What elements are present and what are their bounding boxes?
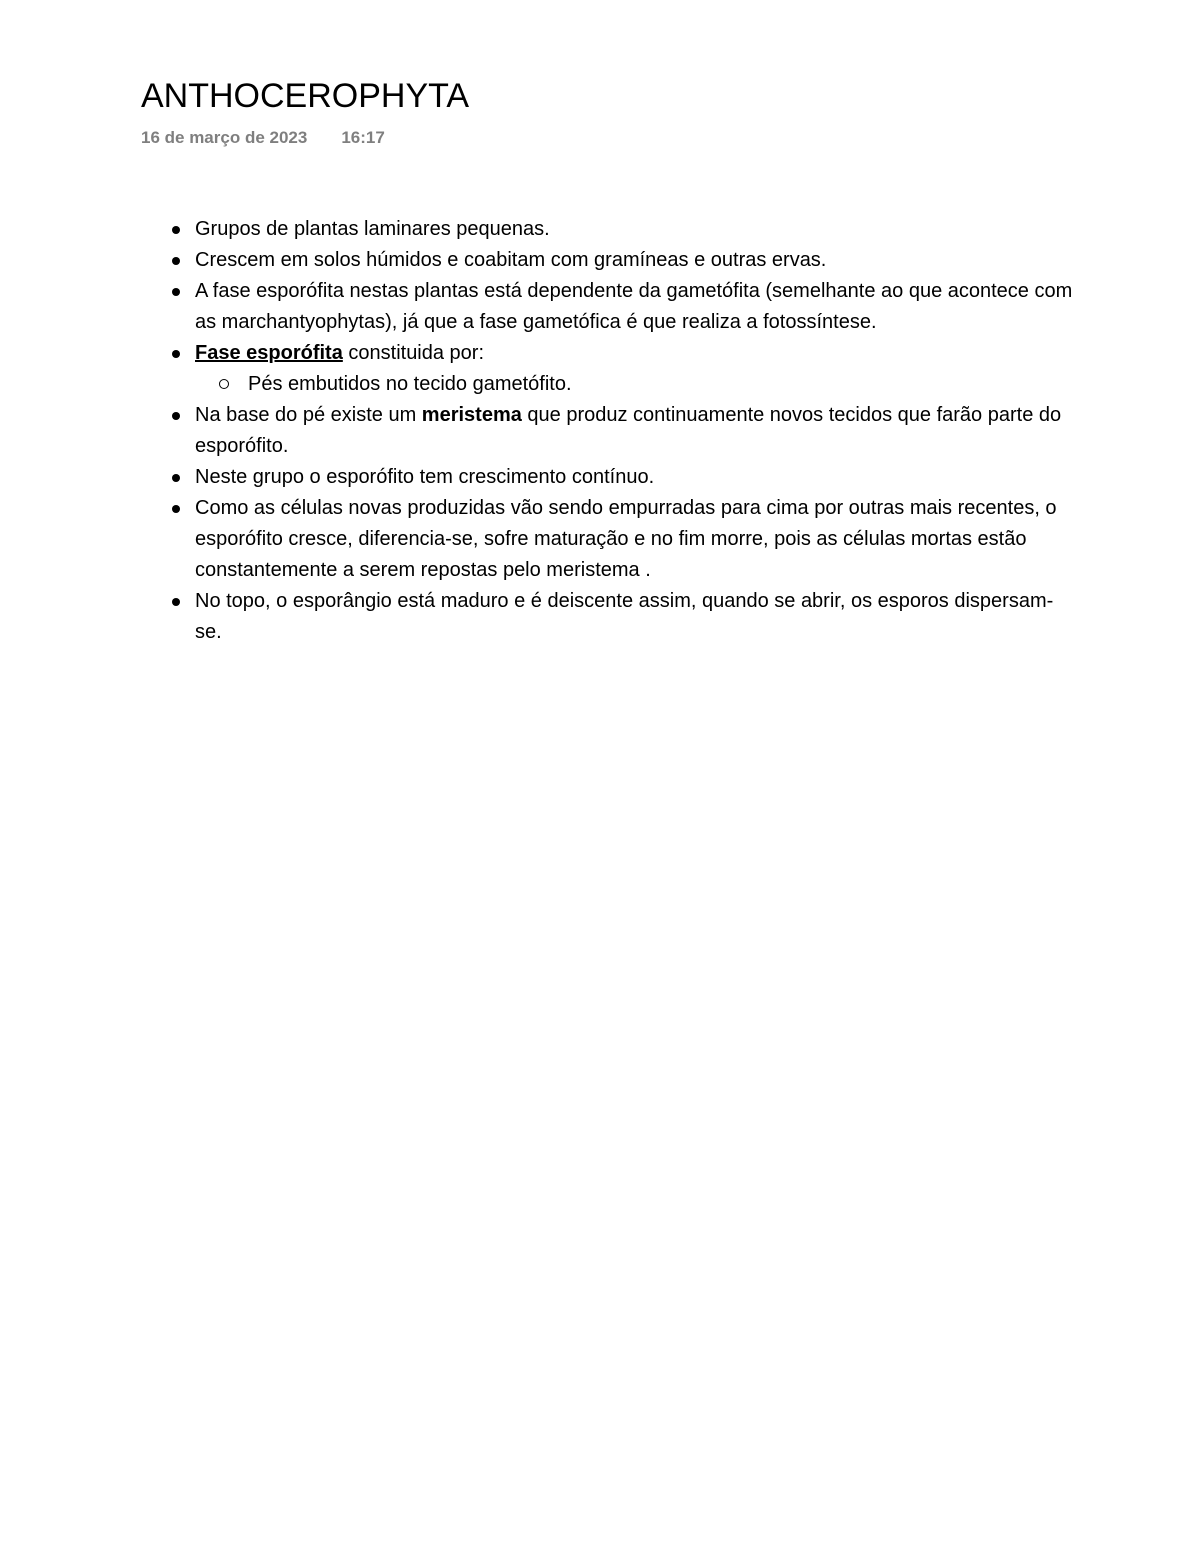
list-item-text: A fase esporófita nestas plantas está dependente da gametófita (semelhante ao que acontece com as marchantyophytas), já que a fase gametófica é que realiza a fotossíntese. (195, 280, 1073, 333)
list-item-text: que produz continuamente novos tecidos que farão parte do esporófito. (195, 404, 1062, 457)
list-item-text: Pés embutidos no tecido gametófito. (248, 373, 572, 395)
notes-list (195, 214, 1075, 648)
list-item-text: Grupos de plantas laminares pequenas. (195, 218, 550, 240)
list-item (195, 245, 1075, 276)
sub-list-item (248, 369, 1075, 400)
bold-term: meristema (421, 404, 522, 426)
emphasized-term: Fase esporófita (195, 342, 343, 364)
page-metadata (141, 126, 385, 150)
list-item-text: Crescem em solos húmidos e coabitam com gramíneas e outras ervas. (195, 249, 827, 271)
list-item (195, 462, 1075, 493)
page-title: ANTHOCEROPHYTA (141, 77, 470, 115)
list-item (195, 493, 1075, 586)
list-item (195, 400, 1075, 462)
list-item (195, 586, 1075, 648)
page-date: 16 de março de 2023 (141, 128, 308, 147)
list-item-text: Na base do pé existe um (195, 404, 422, 426)
list-item (195, 214, 1075, 245)
list-item-text: constituida por: (342, 342, 485, 364)
list-item-text: Neste grupo o esporófito tem crescimento contínuo. (195, 466, 655, 488)
list-item (195, 338, 1075, 369)
list-item (195, 276, 1075, 338)
list-item-text: Como as células novas produzidas vão sendo empurradas para cima por outras mais recentes, o esporófito cresce, diferencia-se, sofre maturação e no fim morre, pois as células mortas estão constantemente a serem repostas pelo meristema . (195, 497, 1057, 581)
list-item-text: No topo, o esporângio está maduro e é deiscente assim, quando se abrir, os esporos dispersam-se. (195, 590, 1054, 643)
page-time: 16:17 (341, 128, 385, 147)
